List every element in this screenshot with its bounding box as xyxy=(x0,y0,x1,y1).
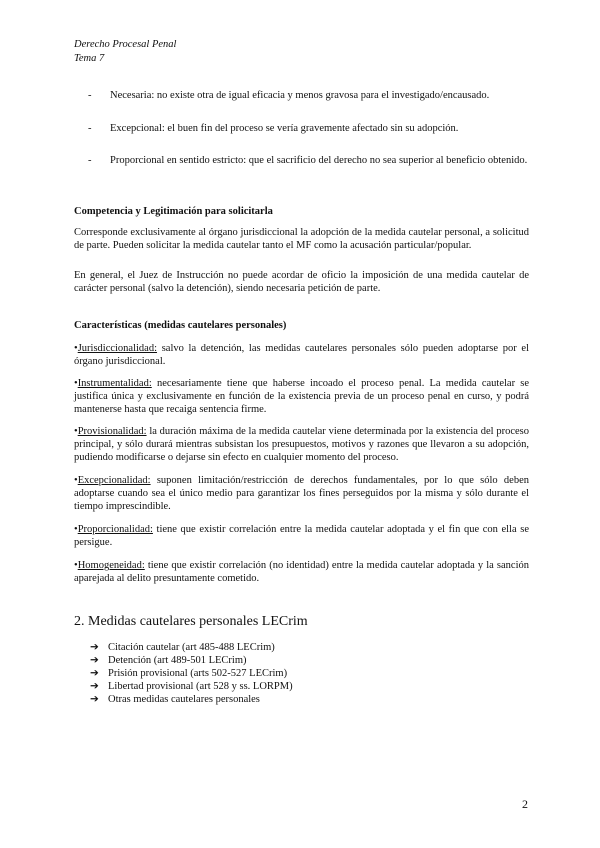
requirement-text: Excepcional: el buen fin del proceso se vería gravemente afectado sin su adopción. xyxy=(110,123,459,134)
characteristic-item xyxy=(74,342,529,368)
list-item xyxy=(90,680,293,693)
characteristic-term: Provisionalidad: xyxy=(77,426,147,437)
competencia-paragraph-2: En general, el Juez de Instrucción no puede acordar de oficio la imposición de una medida cautelar de carácter personal (salvo la detención), siendo necesaria petición de parte. xyxy=(74,270,529,294)
characteristic-term: Jurisdiccionalidad: xyxy=(77,343,158,354)
document-header xyxy=(74,38,176,66)
arrow-icon: ➔ xyxy=(90,655,99,666)
characteristic-description: tiene que existir correlación (no identidad) entre la medida cautelar adoptada y la sanción aparejada al delito presuntamente cometido. xyxy=(74,560,529,584)
bullet: • xyxy=(74,426,78,437)
characteristic-description: tiene que existir correlación entre la medida cautelar adoptada y el fin que con ella se persigue. xyxy=(74,524,529,548)
list-item xyxy=(90,654,293,667)
bullet: • xyxy=(74,378,78,389)
dash-marker: - xyxy=(88,155,92,166)
requirement-text: Necesaria: no existe otra de igual eficacia y menos gravosa para el investigado/encausado. xyxy=(110,90,490,101)
characteristic-term: Homogeneidad: xyxy=(77,560,145,571)
list-item-text: Prisión provisional (arts 502-527 LECrim) xyxy=(108,668,288,679)
characteristic-term: Instrumentalidad: xyxy=(77,378,152,389)
characteristic-description: salvo la detención, las medidas cautelares personales sólo pueden adoptarse por el órgano jurisdiccional. xyxy=(74,343,529,367)
list-item-text: Libertad provisional (art 528 y ss. LORPM) xyxy=(108,681,293,692)
measures-list xyxy=(90,641,293,706)
bullet: • xyxy=(74,343,78,354)
caracteristicas-heading: Características (medidas cautelares personales) xyxy=(74,320,287,331)
list-item xyxy=(90,693,293,706)
dash-marker: - xyxy=(88,123,92,134)
characteristic-term: Proporcionalidad: xyxy=(77,524,153,535)
characteristic-item xyxy=(74,474,529,513)
list-item-text: Detención (art 489-501 LECrim) xyxy=(108,655,247,666)
dash-marker: - xyxy=(88,90,92,101)
characteristic-item xyxy=(74,377,529,416)
arrow-icon: ➔ xyxy=(90,694,99,705)
bullet: • xyxy=(74,560,78,571)
characteristic-term: Excepcionalidad: xyxy=(77,475,151,486)
page-number: 2 xyxy=(522,797,528,811)
characteristic-item xyxy=(74,425,529,464)
bullet: • xyxy=(74,524,78,535)
list-item xyxy=(90,667,293,680)
header-topic: Tema 7 xyxy=(74,53,105,64)
competencia-paragraph-1: Corresponde exclusivamente al órgano jurisdiccional la adopción de la medida cautelar personal, a solicitud de parte. Pueden solicitar la medida cautelar tanto el MF como la acusación particular/popular. xyxy=(74,227,529,251)
list-item-text: Otras medidas cautelares personales xyxy=(108,694,260,705)
characteristic-description: suponen limitación/restricción de derechos fundamentales, por lo que sólo deben adoptarse cuando sea el único medio para garantizar los fines perseguidos por la misma y sólo durante el tiempo imprescindible. xyxy=(74,475,529,512)
characteristic-description: necesariamente tiene que haberse incoado el proceso penal. La medida cautelar se justifica única y exclusivamente en función de la existencia previa de un proceso penal en curso, y podrá mantenerse hasta que recaiga sentencia firme. xyxy=(74,378,529,415)
header-subject: Derecho Procesal Penal xyxy=(74,39,177,50)
arrow-icon: ➔ xyxy=(90,642,99,653)
requirement-text: Proporcional en sentido estricto: que el sacrificio del derecho no sea superior al beneficio obtenido. xyxy=(110,155,528,166)
characteristic-item xyxy=(74,559,529,585)
list-item xyxy=(90,641,293,654)
characteristic-description: la duración máxima de la medida cautelar viene determinada por la existencia del proceso principal, y sólo durará mientras subsistan los presupuestos, motivos y razones que llevaron a su adopción, pudiendo modificarse o dejarse sin efecto en cualquier momento del proceso. xyxy=(74,426,529,463)
bullet: • xyxy=(74,475,78,486)
list-item-text: Citación cautelar (art 485-488 LECrim) xyxy=(108,642,275,653)
characteristic-item xyxy=(74,523,529,549)
arrow-icon: ➔ xyxy=(90,668,99,679)
section-2-title: 2. Medidas cautelares personales LECrim xyxy=(74,614,308,629)
arrow-icon: ➔ xyxy=(90,681,99,692)
competencia-heading: Competencia y Legitimación para solicitarla xyxy=(74,206,273,217)
